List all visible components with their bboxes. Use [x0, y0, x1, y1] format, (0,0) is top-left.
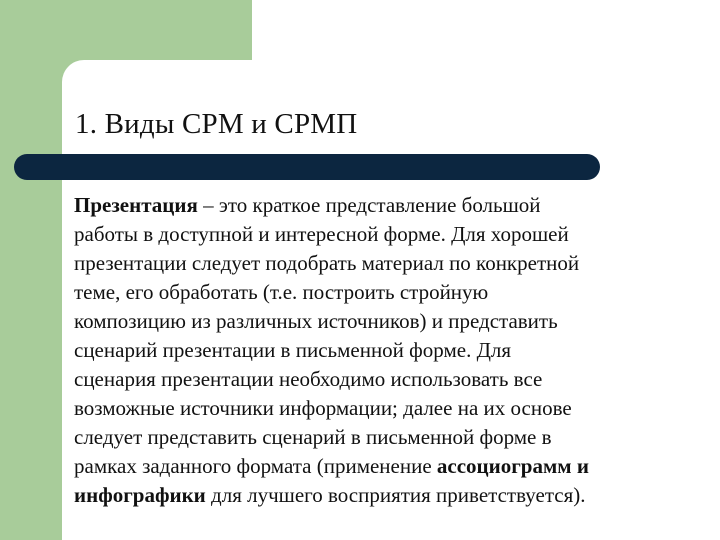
- slide-title: 1. Виды СРМ и СРМП: [75, 108, 358, 140]
- title-underline-bar: [14, 154, 600, 180]
- body-text-part2: для лучшего восприятия приветствуется).: [205, 483, 586, 507]
- body-text-part1: – это краткое представление большой работы в доступной и интересной форме. Для хорошей презентации следует подобрать материал по конкретной теме, его обработать (т.е. построить стройную композицию из различных источников) и представить сценарий презентации в письменной форме. Для сценария презентации необходимо использовать все возможные источники информации; далее на их основе следует представить сценарий в письменной форме в рамках заданного формата (применение: [74, 193, 580, 478]
- term-presentation: Презентация: [74, 193, 198, 217]
- body-paragraph: [74, 191, 694, 510]
- term-associograms-infographics: ассоциограмм и инфографики: [74, 454, 589, 507]
